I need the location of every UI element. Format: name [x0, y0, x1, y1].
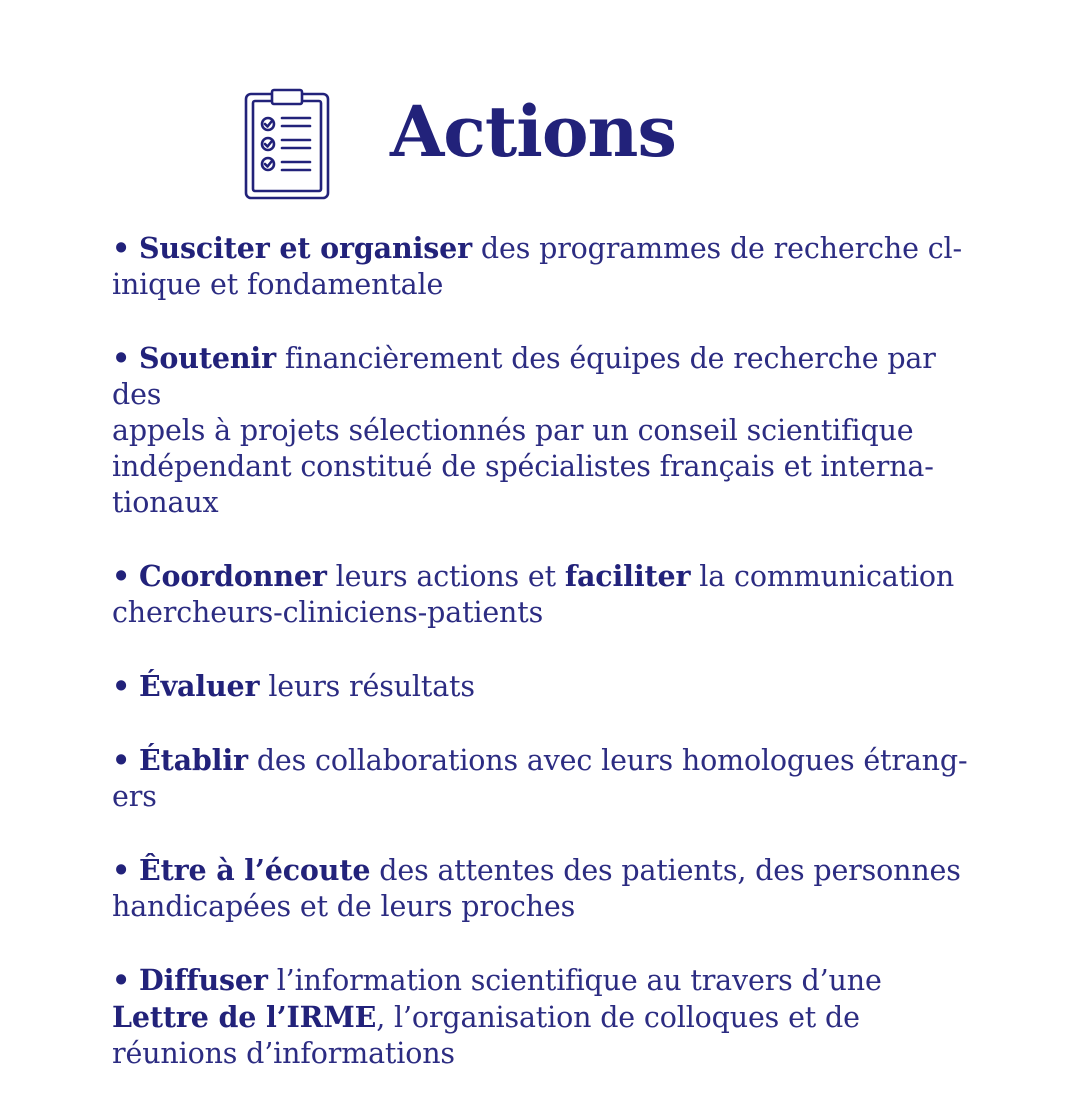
item-text: des attentes des patients, des personnes handicapées et de leurs proches	[112, 854, 961, 923]
item-text: la communication chercheurs-cliniciens-patients	[112, 560, 955, 629]
item-bold: Soutenir	[139, 341, 276, 375]
item-bold: Susciter et organiser	[139, 231, 472, 265]
list-item	[112, 558, 992, 631]
bullet: •	[112, 853, 131, 887]
item-bold: Lettre de l’IRME	[112, 1000, 377, 1034]
item-bold: Coordonner	[139, 559, 327, 593]
header	[244, 88, 676, 200]
item-text: des collaborations avec leurs homologues étrang- ers	[112, 744, 968, 813]
bullet: •	[112, 963, 131, 997]
list-item	[112, 962, 992, 1072]
item-text: des programmes de recherche cl- inique et fondamentale	[112, 232, 962, 301]
bullet: •	[112, 341, 131, 375]
item-bold: Évaluer	[139, 669, 260, 703]
item-text: leurs résultats	[259, 670, 475, 703]
list-item	[112, 340, 992, 521]
item-text: financièrement des équipes de recherche par des appels à projets sélectionnés par un conseil scientifique indépendant constitué de spécialistes français et interna- tionaux	[112, 342, 936, 519]
bullet: •	[112, 231, 131, 265]
list-item	[112, 852, 992, 925]
list-item	[112, 668, 992, 705]
item-text: , l’organisation de colloques et de réunions d’informations	[112, 1001, 860, 1070]
item-bold: faciliter	[564, 559, 691, 593]
list-item	[112, 230, 992, 303]
actions-list	[112, 230, 992, 1109]
item-text: l’information scientifique au travers d’une	[276, 964, 882, 997]
page-title: Actions	[390, 90, 676, 173]
bullet: •	[112, 743, 131, 777]
clipboard-checklist-icon	[244, 88, 330, 200]
item-text: leurs actions et	[326, 560, 565, 593]
bullet: •	[112, 669, 131, 703]
list-item	[112, 742, 992, 815]
item-bold: Être à l’écoute	[139, 853, 371, 887]
bullet: •	[112, 559, 131, 593]
item-bold: Établir	[139, 743, 248, 777]
item-bold: Diffuser	[139, 963, 268, 997]
